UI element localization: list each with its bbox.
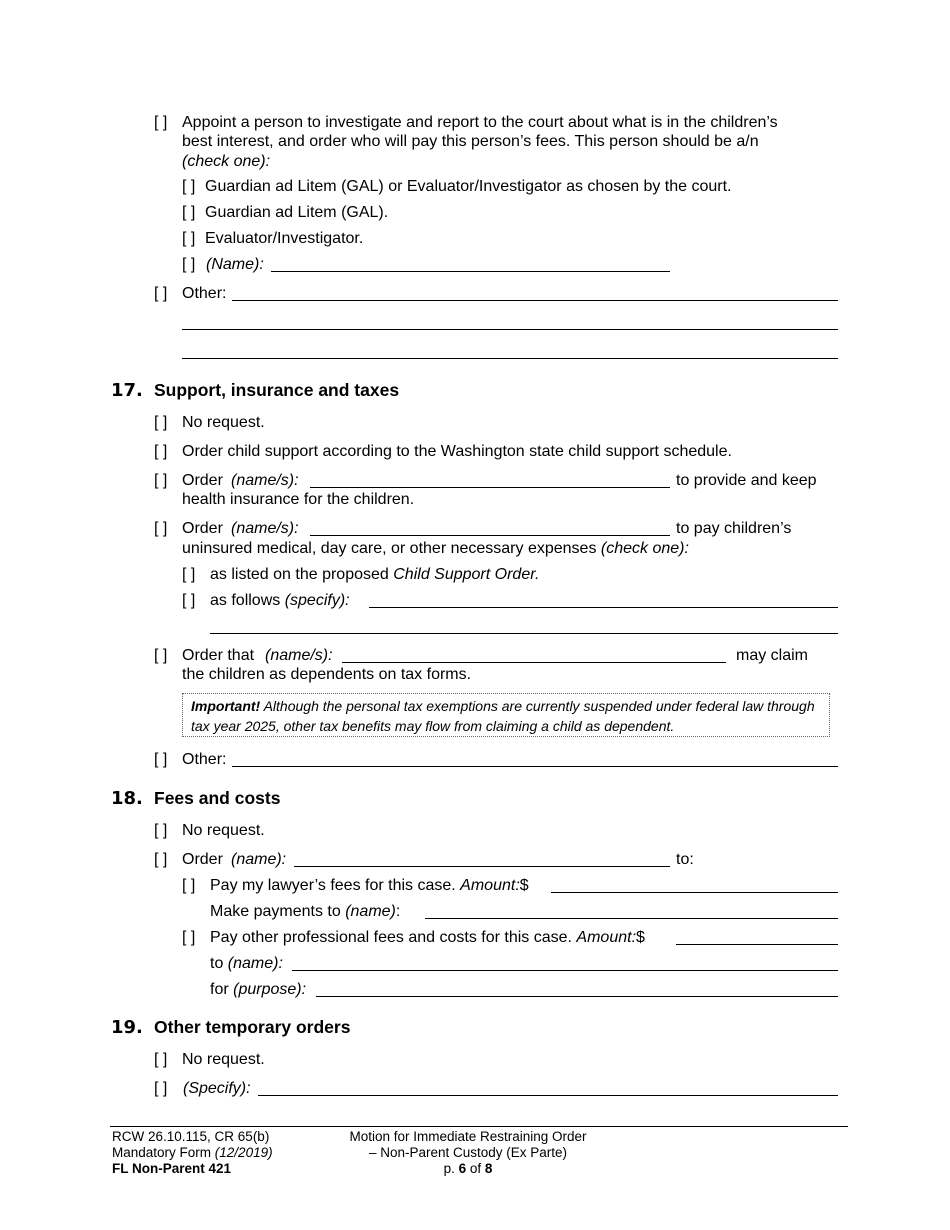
checkbox-17-listed[interactable]: [ ] bbox=[182, 566, 196, 583]
important-notice bbox=[182, 693, 830, 737]
checkbox-17-child-support[interactable]: [ ] bbox=[154, 443, 168, 460]
field-18-lawyer-amount[interactable] bbox=[551, 892, 838, 893]
other-top-field-line2[interactable] bbox=[182, 329, 838, 330]
checkbox-17-no-request[interactable]: [ ] bbox=[154, 414, 168, 431]
important-notice-text1: Although the personal tax exemptions are currently suspended under federal law through bbox=[263, 698, 815, 714]
checkbox-19-no-request[interactable]: [ ] bbox=[154, 1051, 168, 1068]
label-18-payments-text: Make payments to bbox=[210, 903, 341, 920]
checkbox-evaluator[interactable]: [ ] bbox=[182, 230, 196, 247]
field-17-expenses-name[interactable] bbox=[310, 535, 670, 536]
label-17-follows-text: as follows bbox=[210, 592, 281, 609]
label-18-order: Order bbox=[182, 851, 223, 868]
section-19-number: 19. bbox=[111, 1017, 143, 1038]
field-19-specify[interactable] bbox=[258, 1095, 838, 1096]
field-17-follows-line1[interactable] bbox=[369, 607, 838, 608]
important-notice-line1 bbox=[191, 696, 821, 716]
field-18-professional-amount[interactable] bbox=[676, 944, 838, 945]
label-17-listed-text: as listed on the proposed bbox=[210, 566, 389, 583]
label-17-expenses-check-one: (check one): bbox=[600, 540, 689, 557]
footer-left bbox=[112, 1129, 273, 1177]
field-17-tax-name[interactable] bbox=[342, 662, 726, 663]
label-18-no-request: No request. bbox=[182, 822, 265, 839]
label-18-professional-amount: Amount: bbox=[576, 929, 637, 946]
checkbox-18-order[interactable]: [ ] bbox=[154, 851, 168, 868]
label-18-lawyer bbox=[210, 877, 529, 895]
checkbox-gal[interactable]: [ ] bbox=[182, 204, 196, 221]
checkbox-18-lawyer[interactable]: [ ] bbox=[182, 877, 196, 894]
label-19-specify: (Specify): bbox=[183, 1080, 251, 1097]
label-18-to-name bbox=[210, 955, 283, 973]
other-top-field-line1[interactable] bbox=[232, 300, 838, 301]
label-17-insurance-post: to provide and keep bbox=[676, 472, 817, 489]
label-18-payments-colon: : bbox=[395, 903, 401, 920]
label-18-lawyer-text: Pay my lawyer’s fees for this case. bbox=[210, 877, 456, 894]
label-17-expenses-line2 bbox=[182, 540, 689, 558]
label-17-other: Other: bbox=[182, 751, 227, 768]
label-17-listed-doc: Child Support Order. bbox=[393, 566, 540, 583]
field-18-order-name[interactable] bbox=[294, 866, 670, 867]
label-17-insurance-name: (name/s): bbox=[231, 472, 299, 489]
label-17-insurance-order: Order bbox=[182, 472, 223, 489]
label-18-professional bbox=[210, 929, 645, 947]
appoint-name-field[interactable] bbox=[271, 271, 670, 272]
label-17-child-support: Order child support according to the Washington state child support schedule. bbox=[182, 443, 732, 460]
other-top-label: Other: bbox=[182, 285, 227, 302]
appoint-text-line2: best interest, and order who will pay this person’s fees. This person should be a/n bbox=[182, 133, 759, 150]
important-notice-bold: Important! bbox=[191, 698, 261, 714]
checkbox-17-tax[interactable]: [ ] bbox=[154, 647, 168, 664]
footer-form-title: Motion for Immediate Restraining Order bbox=[349, 1129, 587, 1144]
other-top-field-line3[interactable] bbox=[182, 358, 838, 359]
checkbox-19-specify[interactable]: [ ] bbox=[154, 1080, 168, 1097]
checkbox-18-professional[interactable]: [ ] bbox=[182, 929, 196, 946]
label-18-order-name: (name): bbox=[231, 851, 287, 868]
label-18-to-name-italic: (name): bbox=[227, 955, 283, 972]
important-notice-text2: tax year 2025, other tax benefits may flow from claiming a child as dependent. bbox=[191, 718, 675, 734]
label-17-expenses-name: (name/s): bbox=[231, 520, 299, 537]
appoint-text-line1: Appoint a person to investigate and report to the court about what is in the children’s bbox=[182, 114, 778, 131]
label-18-lawyer-dollar: $ bbox=[519, 877, 529, 894]
field-18-payments-name[interactable] bbox=[425, 918, 838, 919]
label-17-tax-order: Order that bbox=[182, 647, 255, 664]
label-19-no-request: No request. bbox=[182, 1051, 265, 1068]
footer-rcw: RCW 26.10.115, CR 65(b) bbox=[112, 1129, 270, 1144]
label-18-to-text: to bbox=[210, 955, 224, 972]
field-17-other[interactable] bbox=[232, 766, 838, 767]
footer-page-of: of bbox=[469, 1161, 482, 1176]
label-18-order-to: to: bbox=[676, 851, 694, 868]
footer-page-current: 6 bbox=[458, 1161, 467, 1176]
checkbox-gal-or-evaluator[interactable]: [ ] bbox=[182, 178, 196, 195]
checkbox-18-no-request[interactable]: [ ] bbox=[154, 822, 168, 839]
checkbox-17-insurance[interactable]: [ ] bbox=[154, 472, 168, 489]
label-17-tax-post: may claim bbox=[736, 647, 809, 664]
footer-center bbox=[328, 1129, 608, 1177]
footer-page-number bbox=[328, 1161, 608, 1177]
label-17-no-request: No request. bbox=[182, 414, 265, 431]
option-gal-label: Guardian ad Litem (GAL). bbox=[205, 204, 389, 221]
checkbox-other-top[interactable]: [ ] bbox=[154, 285, 168, 302]
field-18-for-purpose[interactable] bbox=[316, 996, 838, 997]
label-18-for-purpose bbox=[210, 981, 306, 999]
field-17-insurance-name[interactable] bbox=[310, 487, 670, 488]
footer-divider bbox=[110, 1126, 848, 1127]
label-18-lawyer-amount: Amount: bbox=[460, 877, 520, 894]
label-17-tax-name: (name/s): bbox=[265, 647, 333, 664]
label-18-payments-name: (name) bbox=[345, 903, 396, 920]
label-17-insurance-line2: health insurance for the children. bbox=[182, 491, 415, 508]
label-18-payments bbox=[210, 903, 400, 921]
label-18-for-text: for bbox=[210, 981, 229, 998]
footer-form-id: FL Non-Parent 421 bbox=[112, 1161, 232, 1176]
footer-mandatory bbox=[112, 1145, 273, 1161]
section-19-title: Other temporary orders bbox=[154, 1017, 351, 1037]
checkbox-appoint[interactable]: [ ] bbox=[154, 114, 168, 131]
section-18-number: 18. bbox=[111, 788, 143, 809]
label-17-follows-specify: (specify): bbox=[284, 592, 350, 609]
field-17-follows-line2[interactable] bbox=[210, 633, 838, 634]
label-17-expenses-post: to pay children’s bbox=[676, 520, 792, 537]
appoint-name-label: (Name): bbox=[206, 256, 264, 273]
footer-mandatory-text: Mandatory Form bbox=[112, 1145, 212, 1160]
field-18-to-name[interactable] bbox=[292, 970, 838, 971]
section-17-title: Support, insurance and taxes bbox=[154, 380, 400, 400]
footer-page-pre: p. bbox=[443, 1161, 455, 1176]
checkbox-17-follows[interactable]: [ ] bbox=[182, 592, 196, 609]
section-18-title: Fees and costs bbox=[154, 788, 281, 808]
label-17-follows bbox=[210, 592, 350, 610]
option-gal-or-evaluator-label: Guardian ad Litem (GAL) or Evaluator/Investigator as chosen by the court. bbox=[205, 178, 732, 195]
footer-page-total: 8 bbox=[484, 1161, 493, 1176]
footer-mandatory-date: (12/2019) bbox=[214, 1145, 273, 1160]
label-18-for-purpose-italic: (purpose): bbox=[233, 981, 307, 998]
checkbox-17-expenses[interactable]: [ ] bbox=[154, 520, 168, 537]
label-17-tax-line2: the children as dependents on tax forms. bbox=[182, 666, 472, 683]
label-17-expenses-line2-text: uninsured medical, day care, or other necessary expenses bbox=[182, 540, 597, 557]
option-evaluator-label: Evaluator/Investigator. bbox=[205, 230, 364, 247]
footer-form-subtitle: – Non-Parent Custody (Ex Parte) bbox=[368, 1145, 568, 1160]
label-17-listed bbox=[210, 566, 539, 584]
section-17-number: 17. bbox=[111, 380, 143, 401]
appoint-check-one: (check one): bbox=[182, 153, 271, 170]
checkbox-17-other[interactable]: [ ] bbox=[154, 751, 168, 768]
label-18-professional-dollar: $ bbox=[636, 929, 645, 946]
checkbox-name[interactable]: [ ] bbox=[182, 256, 196, 273]
label-18-professional-text: Pay other professional fees and costs for this case. bbox=[210, 929, 572, 946]
label-17-expenses-order: Order bbox=[182, 520, 223, 537]
